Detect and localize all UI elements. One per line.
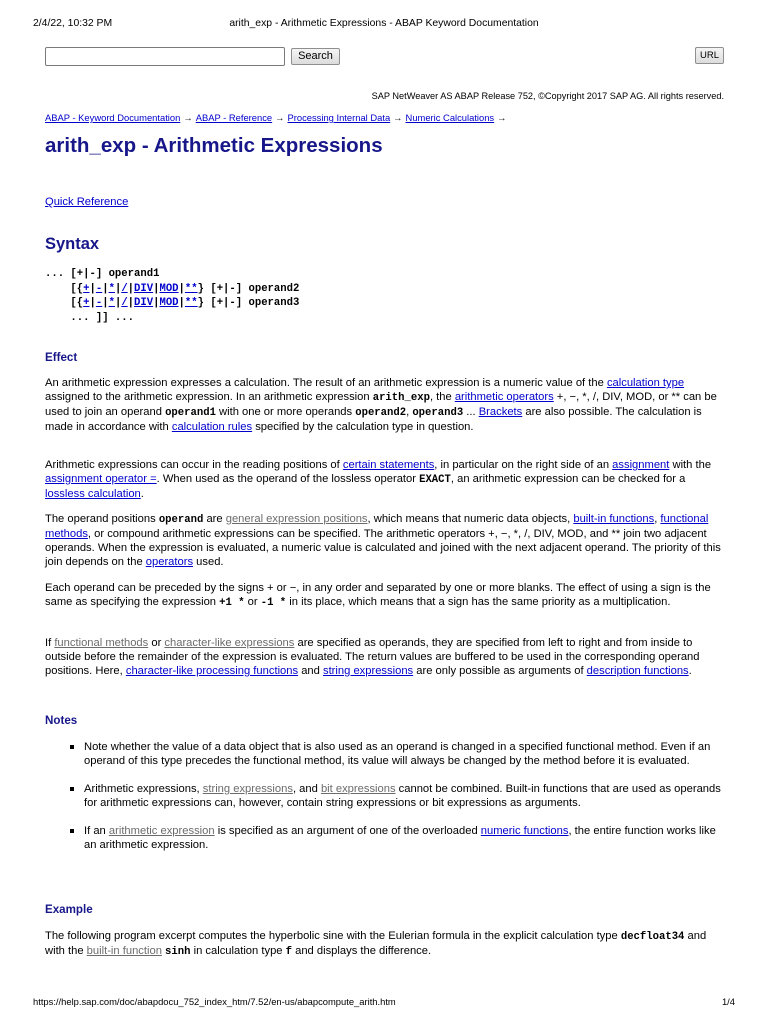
brackets-link[interactable]: Brackets <box>478 406 523 418</box>
string-expressions-link-2[interactable]: string expressions <box>202 783 293 795</box>
syntax-code-block: ... [+|-] operand1 [{+|-|*|/|DIV|MOD|**} [+|-] operand2 [{+|-|*|/|DIV|MOD|**} [+|-] operand3 ... ]] ... <box>45 268 300 324</box>
character-like-processing-functions-link[interactable]: character-like processing functions <box>125 665 299 677</box>
description-functions-link[interactable]: description functions <box>586 665 689 677</box>
op-mod-link[interactable]: MOD <box>159 282 179 295</box>
effect-heading: Effect <box>45 351 78 364</box>
search-input[interactable] <box>45 47 285 66</box>
op-power-link[interactable]: ** <box>184 282 198 295</box>
character-like-expressions-link[interactable]: character-like expressions <box>164 637 295 649</box>
breadcrumb-link-reference[interactable]: ABAP - Reference <box>195 112 273 123</box>
assignment-link[interactable]: assignment <box>612 459 670 471</box>
breadcrumb-link-processing-internal-data[interactable]: Processing Internal Data <box>287 112 391 123</box>
quick-reference-link[interactable]: Quick Reference <box>45 196 129 208</box>
page-title: arith_exp - Arithmetic Expressions <box>45 134 383 157</box>
effect-paragraph-1: An arithmetic expression expresses a calculation. The result of an arithmetic expression is a numeric value of the calculation type assigned to the arithmetic expression. In an arithmetic expression arith_exp, the arithmetic operators +, −, *, /, DIV, MOD, or ** can be used to join an operand operand1 with one or more operands operand2, operand3 ... Brackets are also possible. The calculation is made in accordance with calculation rules specified by the calculation type in question. <box>45 377 717 433</box>
effect-paragraph-2: Arithmetic expressions can occur in the reading positions of certain statements, in particular on the right side of an assignment with the assignment operator =. When used as the operand of the lossless operator EXACT, an arithmetic expression can be checked for a lossless calculation. <box>45 459 712 500</box>
print-date: 2/4/22, 10:32 PM <box>33 18 113 29</box>
lossless-calculation-link[interactable]: lossless calculation <box>45 488 141 500</box>
example-paragraph: The following program excerpt computes the hyperbolic sine with the Eulerian formula in the explicit calculation type decfloat34 and with the built-in function sinh in calculation type f and displays the difference. <box>45 930 707 958</box>
syntax-operand1: operand1 <box>108 268 160 280</box>
print-header <box>33 17 735 31</box>
numeric-functions-link[interactable]: numeric functions <box>480 825 569 837</box>
breadcrumb-separator: → <box>275 112 285 123</box>
breadcrumb-link-numeric-calculations[interactable]: Numeric Calculations <box>405 112 495 123</box>
certain-statements-link[interactable]: certain statements <box>342 459 435 471</box>
general-expression-positions-link[interactable]: general expression positions <box>225 513 368 525</box>
calculation-type-link[interactable]: calculation type <box>606 377 685 389</box>
arithmetic-expression-link[interactable]: arithmetic expression <box>108 825 215 837</box>
syntax-operand3: operand3 <box>248 297 300 310</box>
syntax-line-1-prefix: ... [+|-] <box>45 268 109 280</box>
print-title: arith_exp - Arithmetic Expressions - ABAP Keyword Documentation <box>229 18 539 29</box>
built-in-function-link[interactable]: built-in function <box>86 945 162 957</box>
url-button[interactable]: URL <box>695 47 724 64</box>
op-plus-link[interactable]: + <box>83 282 90 295</box>
assignment-operator-link[interactable]: assignment operator = <box>45 473 157 485</box>
note-item-1: Note whether the value of a data object that is also used as an operand is changed in a specified functional method. Even if an operand of this type precedes the functional method, its value will always be changed by the method before it is evaluated. <box>68 740 724 768</box>
breadcrumb-link-keyword-documentation[interactable]: ABAP - Keyword Documentation <box>45 112 181 123</box>
breadcrumb-separator: → <box>393 112 403 123</box>
bit-expressions-link[interactable]: bit expressions <box>320 783 396 795</box>
syntax-heading: Syntax <box>45 235 100 253</box>
functional-methods-link-2[interactable]: functional methods <box>54 637 149 649</box>
syntax-line-4: ... ]] ... <box>45 311 135 324</box>
op-divide-link[interactable]: / <box>121 297 128 310</box>
op-multiply-link[interactable]: * <box>108 297 115 310</box>
notes-list <box>68 740 724 866</box>
example-heading: Example <box>45 903 93 916</box>
notes-heading: Notes <box>45 714 78 727</box>
syntax-operand2: operand2 <box>248 282 300 295</box>
copyright-notice: SAP NetWeaver AS ABAP Release 752, ©Copyright 2017 SAP AG. All rights reserved. <box>371 91 724 101</box>
footer-url: https://help.sap.com/doc/abapdocu_752_index_htm/7.52/en-us/abapcompute_arith.htm <box>33 996 396 1007</box>
effect-paragraph-3: The operand positions operand are general expression positions, which means that numeric data objects, built-in functions, functional methods, or compound arithmetic expressions can be specified. The arithmetic operators +, −, *, /, DIV, MOD, and ** join two adjacent operands. When the expression is evaluated, a numeric value is calculated and joined with the next adjacent operand. The priority of this join depends on the operators used. <box>45 513 721 568</box>
print-footer <box>33 995 735 1007</box>
built-in-functions-link[interactable]: built-in functions <box>573 513 655 525</box>
effect-paragraph-4: Each operand can be preceded by the signs + or −, in any order and separated by one or more blanks. The effect of using a sign is the same as specifying the expression +1 * or -1 * in its place, which means that a sign has the same priority as a multiplication. <box>45 582 711 609</box>
functional-methods-link[interactable]: functional methods <box>45 513 709 540</box>
note-item-2: Arithmetic expressions, string expressions, and bit expressions cannot be combined. Built-in functions that are used as operands for arithmetic expressions can, however, contain string expressions or bit expressions as arguments. <box>68 782 724 810</box>
operators-link[interactable]: operators <box>145 556 194 568</box>
breadcrumb-separator: → <box>497 112 507 123</box>
op-power-link[interactable]: ** <box>184 297 198 310</box>
op-minus-link[interactable]: - <box>95 297 103 310</box>
string-expressions-link[interactable]: string expressions <box>322 665 414 677</box>
breadcrumb-separator: → <box>183 112 193 123</box>
op-div-link[interactable]: DIV <box>134 282 154 295</box>
footer-page-number: 1/4 <box>721 996 735 1007</box>
calculation-rules-link[interactable]: calculation rules <box>171 421 253 433</box>
op-plus-link[interactable]: + <box>83 297 90 310</box>
op-mod-link[interactable]: MOD <box>159 297 179 310</box>
op-div-link[interactable]: DIV <box>134 297 154 310</box>
search-button[interactable]: Search <box>291 48 340 65</box>
breadcrumb <box>45 111 510 125</box>
arithmetic-operators-link[interactable]: arithmetic operators <box>454 391 554 403</box>
op-divide-link[interactable]: / <box>121 282 128 295</box>
op-multiply-link[interactable]: * <box>108 282 115 295</box>
note-item-3: If an arithmetic expression is specified as an argument of one of the overloaded numeric functions, the entire function works like an arithmetic expression. <box>68 824 724 852</box>
op-minus-link[interactable]: - <box>95 282 103 295</box>
effect-paragraph-5: If functional methods or character-like expressions are specified as operands, they are specified from left to right and from inside to outside before the remainder of the expression is evaluated. The return values are buffered to be used in the corresponding operand positions. Here, character-like processing functions and string expressions are only possible as arguments of description functions. <box>45 637 700 677</box>
